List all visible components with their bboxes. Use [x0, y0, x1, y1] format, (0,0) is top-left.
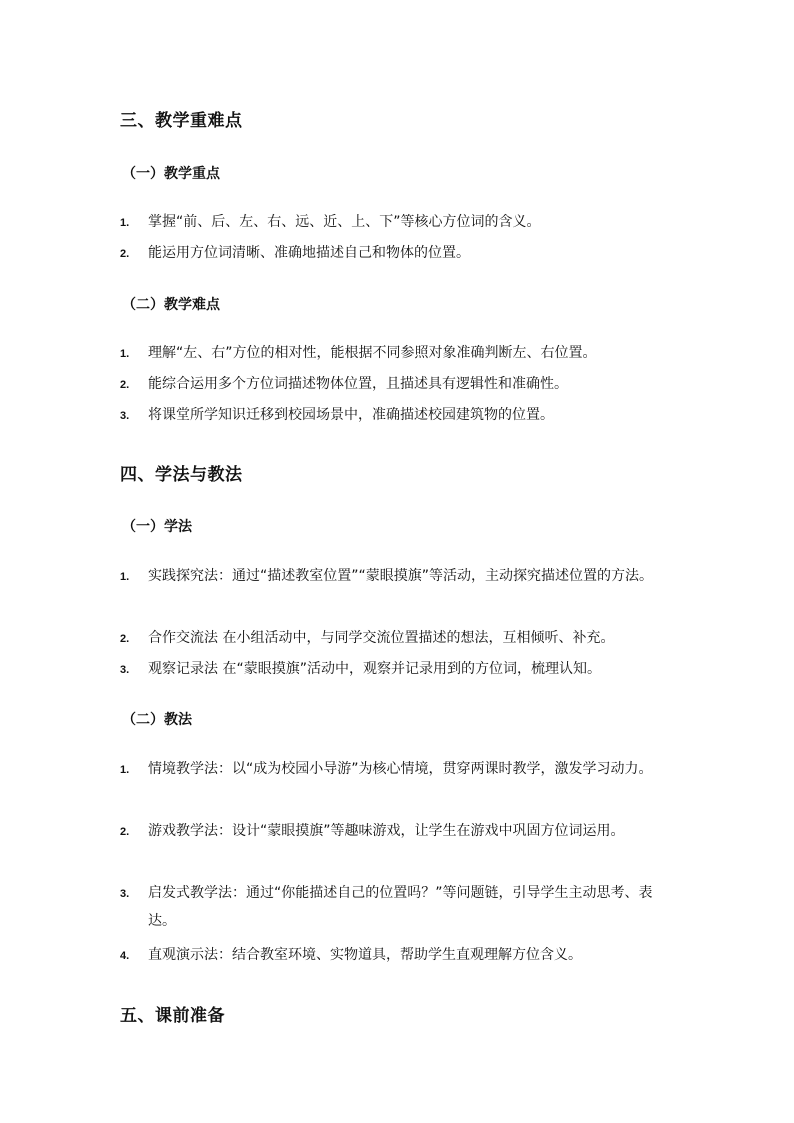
section-heading: 四、学法与教法 — [120, 465, 243, 485]
list-item — [120, 562, 680, 590]
list-item — [120, 879, 680, 935]
list-text: 掌握“前、后、左、右、远、近、上、下”等核心方位词的含义。 — [148, 214, 541, 230]
list-item — [120, 339, 680, 367]
list-number: 4. — [120, 950, 130, 962]
subsection-heading: （一）学法 — [122, 519, 192, 535]
list-number: 1. — [120, 764, 130, 776]
list-text: 合作交流法 在小组活动中，与同学交流位置描述的想法，互相倾听、补充。 — [148, 630, 615, 646]
list-number: 3. — [120, 664, 130, 676]
list-number: 1. — [120, 571, 130, 583]
list-item — [120, 655, 680, 683]
list-number: 3. — [120, 410, 130, 422]
list-number: 3. — [120, 888, 130, 900]
subsection-heading: （二）教学难点 — [122, 297, 220, 313]
list-number: 2. — [120, 826, 130, 838]
list-item — [120, 401, 680, 429]
list-number: 2. — [120, 379, 130, 391]
list-text: 启发式教学法：通过“你能描述自己的位置吗？”等问题链，引导学生主动思考、表达。 — [148, 885, 653, 929]
list-item — [120, 624, 680, 652]
list-text: 能运用方位词清晰、准确地描述自己和物体的位置。 — [148, 245, 470, 261]
list-text: 情境教学法：以“成为校园小导游”为核心情境，贯穿两课时教学，激发学习动力。 — [148, 761, 653, 777]
list-text: 能综合运用多个方位词描述物体位置，且描述具有逻辑性和准确性。 — [148, 376, 568, 392]
list-item — [120, 941, 680, 969]
list-text: 游戏教学法：设计“蒙眼摸旗”等趣味游戏，让学生在游戏中巩固方位词运用。 — [148, 823, 625, 839]
list-number: 2. — [120, 248, 130, 260]
list-item — [120, 755, 680, 783]
list-text: 观察记录法 在“蒙眼摸旗”活动中，观察并记录用到的方位词，梳理认知。 — [148, 661, 601, 677]
list-item — [120, 370, 680, 398]
list-item — [120, 239, 680, 267]
section-heading: 五、课前准备 — [120, 1006, 225, 1026]
list-text: 理解“左、右”方位的相对性，能根据不同参照对象准确判断左、右位置。 — [148, 345, 597, 361]
subsection-heading: （一）教学重点 — [122, 166, 220, 182]
section-heading: 三、教学重难点 — [120, 111, 243, 131]
list-text: 将课堂所学知识迁移到校园场景中，准确描述校园建筑物的位置。 — [148, 407, 554, 423]
list-item — [120, 817, 680, 845]
list-text: 直观演示法：结合教室环境、实物道具，帮助学生直观理解方位含义。 — [148, 947, 582, 963]
list-number: 2. — [120, 633, 130, 645]
list-number: 1. — [120, 217, 130, 229]
list-item — [120, 208, 680, 236]
subsection-heading: （二）教法 — [122, 712, 192, 728]
list-text: 实践探究法：通过“描述教室位置”“蒙眼摸旗”等活动，主动探究描述位置的方法。 — [148, 568, 654, 584]
list-number: 1. — [120, 348, 130, 360]
